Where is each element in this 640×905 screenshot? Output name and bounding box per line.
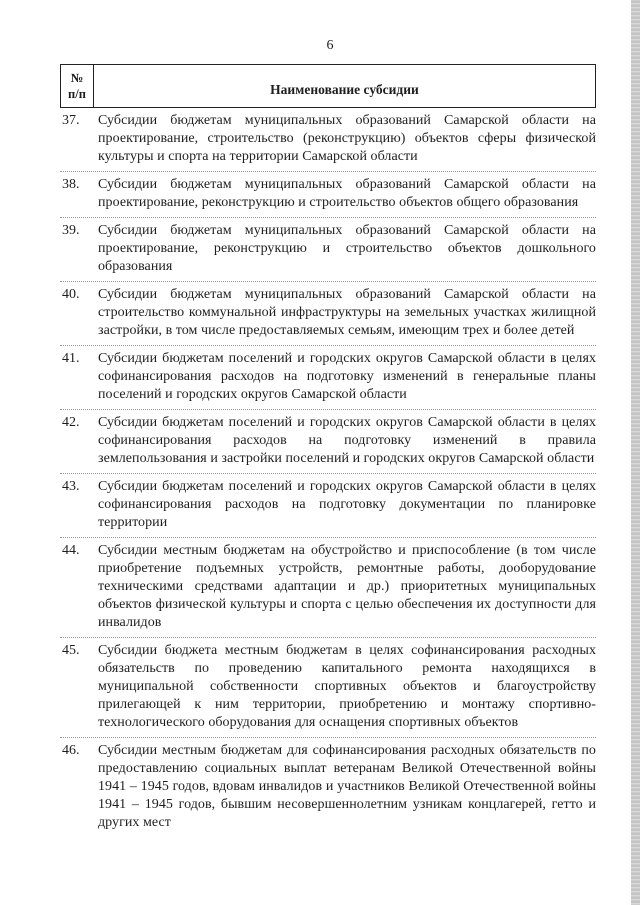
row-divider bbox=[60, 473, 596, 474]
row-number: 39. bbox=[62, 223, 80, 238]
row-text: Субсидии бюджетам поселений и городских округов Самарской области в целях софинансирования расходов на подготовку документации по планировке территории bbox=[98, 479, 596, 530]
table-row bbox=[60, 112, 596, 166]
page-number: 6 bbox=[326, 38, 334, 53]
table-row bbox=[60, 350, 596, 404]
table-row bbox=[60, 222, 596, 276]
row-number: 37. bbox=[62, 113, 80, 128]
row-divider bbox=[60, 409, 596, 410]
header-number-abbrev: п/п bbox=[68, 87, 86, 101]
table-row bbox=[60, 286, 596, 340]
subsidies-table bbox=[60, 64, 596, 841]
row-number: 46. bbox=[62, 743, 80, 758]
row-number: 44. bbox=[62, 543, 80, 558]
header-name-column: Наименование субсидии bbox=[270, 82, 419, 97]
row-number: 45. bbox=[62, 643, 80, 658]
table-header bbox=[60, 64, 596, 108]
row-divider bbox=[60, 537, 596, 538]
table-row bbox=[60, 742, 596, 832]
row-text: Субсидии бюджетам поселений и городских округов Самарской области в целях софинансирования расходов на подготовку изменений в правила землепользования и застройки поселений и городских округов Самарской области bbox=[98, 415, 596, 466]
row-text: Субсидии бюджетам муниципальных образований Самарской области на проектирование, реконструкцию и строительство объектов дошкольного образования bbox=[98, 223, 596, 274]
row-number: 40. bbox=[62, 287, 80, 302]
row-text: Субсидии бюджетам поселений и городских округов Самарской области в целях софинансирования расходов на подготовку изменений в генеральные планы поселений и городских округов Самарской области bbox=[98, 351, 596, 402]
table-body bbox=[60, 112, 596, 832]
table-row bbox=[60, 176, 596, 212]
row-number: 42. bbox=[62, 415, 80, 430]
table-row bbox=[60, 642, 596, 732]
row-text: Субсидии бюджетам муниципальных образований Самарской области на проектирование, реконструкцию и строительство объектов общего образования bbox=[98, 177, 596, 210]
row-divider bbox=[60, 281, 596, 282]
header-number-column bbox=[61, 65, 94, 107]
header-number-symbol: № bbox=[70, 71, 84, 85]
scan-page-edge bbox=[631, 0, 640, 905]
row-text: Субсидии местным бюджетам для софинансирования расходных обязательств по предоставлению социальных выплат ветеранам Великой Отечественной войны 1941 – 1945 годов, вдовам инвалидов и участников Великой Отечественной войны 1941 – 1945 годов, бывшим несовершеннолетним узникам концлагерей, гетто и других мест bbox=[98, 743, 596, 830]
row-divider bbox=[60, 217, 596, 218]
row-number: 43. bbox=[62, 479, 80, 494]
row-divider bbox=[60, 171, 596, 172]
row-text: Субсидии местным бюджетам на обустройство и приспособление (в том числе приобретение подъемных устройств, ремонтные работы, дооборудование техническими средствами адаптации и др.) приоритетных муниципальных объектов физической культуры и спорта с целью обеспечения их доступности для инвалидов bbox=[98, 543, 596, 630]
table-row bbox=[60, 478, 596, 532]
row-text: Субсидии бюджета местным бюджетам в целях софинансирования расходных обязательств по проведению капитального ремонта находящихся в муниципальной собственности спортивных объектов и благоустройству прилегающей к ним территории, приобретению и монтажу спортивно-технологического оборудования для оснащения спортивных объектов bbox=[98, 643, 596, 730]
row-divider bbox=[60, 345, 596, 346]
table-row bbox=[60, 414, 596, 468]
row-text: Субсидии бюджетам муниципальных образований Самарской области на строительство коммунальной инфраструктуры на земельных участках жилищной застройки, в том числе предоставляемых семьям, имеющим трех и более детей bbox=[98, 287, 596, 338]
row-text: Субсидии бюджетам муниципальных образований Самарской области на проектирование, строительство (реконструкцию) объектов сферы физической культуры и спорта на территории Самарской области bbox=[98, 113, 596, 164]
row-divider bbox=[60, 737, 596, 738]
row-number: 41. bbox=[62, 351, 80, 366]
row-divider bbox=[60, 637, 596, 638]
row-number: 38. bbox=[62, 177, 80, 192]
table-row bbox=[60, 542, 596, 632]
